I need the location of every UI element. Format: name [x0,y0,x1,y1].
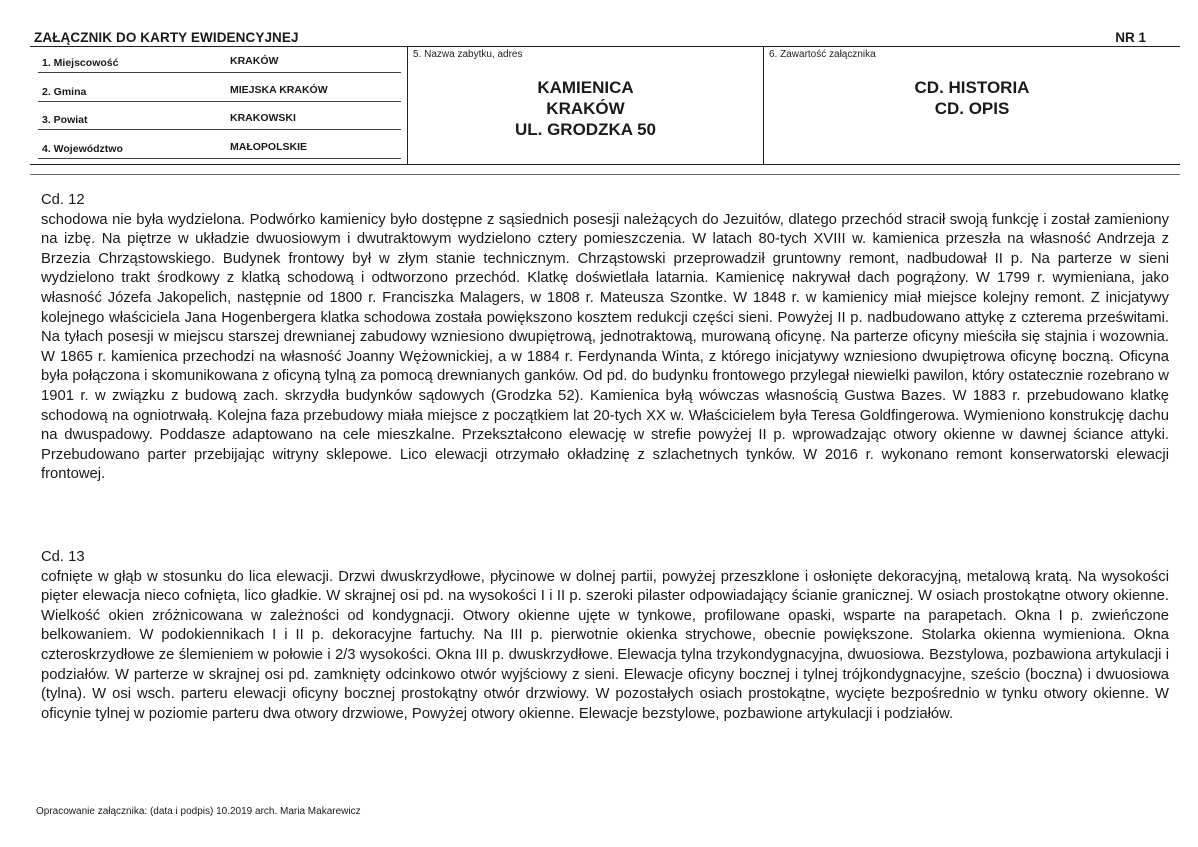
field-district [38,104,401,130]
location-fields [30,47,408,164]
field-label: 3. Powiat [42,114,88,126]
monument-name-box [408,47,764,164]
attachment-contents-box [764,47,1180,164]
attachment-title: ZAŁĄCZNIK DO KARTY EWIDENCYJNEJ [34,30,299,45]
contents-line: CD. HISTORIA [914,78,1030,97]
monument-line: UL. GRODZKA 50 [514,120,657,139]
field-voivodeship [38,133,401,159]
field-value: KRAKOWSKI [230,112,296,124]
field-value: KRAKÓW [230,55,279,67]
section-history [41,191,1169,485]
section-body: cofnięte w głąb w stosunku do lica elewacji. Drzwi dwuskrzydłowe, płycinowe w dolnej partii, powyżej przeszklone i osłonięte dekoracyjną, metalową kratą. Na wysokości pięter elewacja nieco cofnięta, lico gładkie. W skrajnej osi pd. na wysokości I i II p. szeroki pilaster odpowiadający ścianie granicznej. W osiach prostokątne otwory okienne. Wielkość okien zróżnicowana w zależności od kondygnacji. Otwory okienne ujęte w tynkowe, profilowane opaski, wsparte na parapetach. Okna I p. zwieńczone belkowaniem. W podokiennikach I i II p. dekoracyjne fartuchy. Na III p. pierwotnie okienka strychowe, obecnie powiększone. Stolarka okienna wymieniona. Okna czteroskrzydłowe ze ślemieniem w połowie i 2/3 wysokości. Okna III p. dwuskrzydłowe. Elewacja tylna trzykondygnacyjna, dwuosiowa. Bezstylowa, pozbawiona artykulacji i podziałów. W parterze w skrajnej osi pd. zamknięty odcinkowo otwór wyjściowy z sieni. Elewacje oficyny bocznej i tylnej trójkondygnacyjne, sześcio (boczna) i dwuosiowa (tylna). W osi wsch. parteru elewacji oficyny bocznej prostokątny otwór drzwiowy. W pozostałych osiach prostokątne, wycięte bezpośrednio w tynku otwory okienne. W oficynie tylnej w poziomie parteru dwa otwory drzwiowe, Powyżej otwory okienne. Elewacje bezstylowe, pozbawione artykulacji i podziałów. [41,568,1169,722]
section-body: schodowa nie była wydzielona. Podwórko kamienicy było dostępne z sąsiednich posesji należących do Jezuitów, dlatego przechód stracił swoją funkcję i został zamieniony na izbę. Na piętrze w układzie dwuosiowym i dwutraktowym wydzielono cztery pomieszczenia. W latach 80-tych XVIII w. kamienica przeszła na własność Andrzeja z Brzezia Chrząstowskiego. Budynek frontowy był w złym stanie technicznym. Chrząstowski przeprowadził gruntowny remont, nadbudował II p. Na parterze w sieni wydzielono trakt środkowy z klatką schodową i odtworzono przechód. Klatkę doświetlała latarnia. Kamienicę nakrywał dach pogrążony. W 1799 r. wymieniana, jako własność Józefa Jakopelich, następnie od 1800 r. Franciszka Malagers, w 1808 r. Mateusza Szontke. W 1848 r. w kamienicy miał miejsce kolejny remont. Z inicjatywy kolejnego właściciela Jana Hogenbergera klatka schodowa została powiększono kosztem redukcji części sieni. Powyżej II p. nadbudowano attykę z czterema prześwitami. Na tyłach posesji w miejscu starszej drewnianej zabudowy wzniesiono dwupiętrową, jednotraktową, murowaną oficynę. Na parterze oficyny mieściła się stajnia i wozownia. W 1865 r. kamienica przechodzi na własność Joanny Wężownickiej, a w 1884 r. Ferdynanda Winta, z którego inicjatywy wzniesiono dwupiętrowa oficynę boczną. Oficyna była połączona i skomunikowana z oficyną tylną za pomocą drewnianych ganków. Od pd. do budynku frontowego przylegał niewielki pawilon, który ostatecznie rozebrano w 1901 r. w związku z budową zach. skrzydła budynków sądowych (Grodzka 52). Kamienica byłą wówczas własnością Gustwa Bazes. W 1883 r. przebudowano klatkę schodową na ogniotrwałą. Kolejna faza przebudowy miała miejsce z początkiem lat 20-tych XX w. Właścicielem była Teresa Goldfingerowa. Wymieniono konstrukcję dachu na dwuspadowy. Poddasze adaptowano na cele mieszkalne. Przekształcono elewację w strefie powyżej II p. wprowadzając otwory okienne w dawnej ściance attyki. Przebudowano parter przebijając witryny sklepowe. Lico elewacji otrzymało okładzinę z szlachetnych tynków. W 2016 r. wykonano remont konserwatorski elewacji frontowej. [41,211,1169,483]
section-divider [30,164,1180,165]
contents-caption: 6. Zawartość załącznika [769,49,876,60]
monument-line: KRAKÓW [546,99,625,118]
section-description [41,548,1169,724]
field-label: 1. Miejscowość [42,57,119,69]
field-label: 2. Gmina [42,86,87,98]
prepared-by-footer: Opracowanie załącznika: (data i podpis) 10.2019 arch. Maria Makarewicz [36,806,361,817]
contents-line: CD. OPIS [934,99,1010,118]
section-heading: Cd. 13 [41,549,85,565]
field-value: MIEJSKA KRAKÓW [230,84,328,96]
field-locality [38,47,401,73]
monument-line: KAMIENICA [537,78,634,97]
monument-caption: 5. Nazwa zabytku, adres [413,49,523,60]
field-commune [38,76,401,102]
section-divider [30,174,1180,175]
attachment-number: NR 1 [1115,30,1146,45]
field-label: 4. Województwo [42,143,123,155]
section-heading: Cd. 12 [41,192,85,208]
field-value: MAŁOPOLSKIE [230,141,308,153]
